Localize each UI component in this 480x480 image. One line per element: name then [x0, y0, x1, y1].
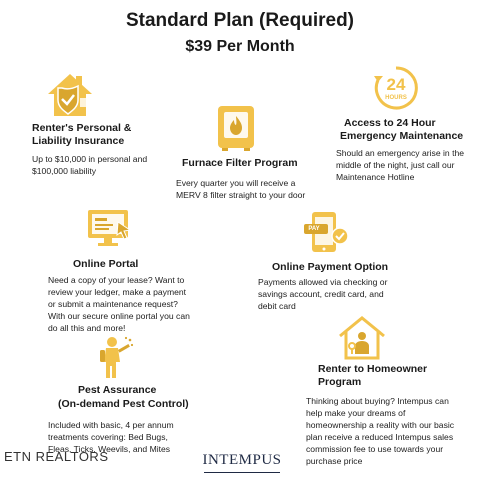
pest-body-2: treatments covering: Bed Bugs,: [48, 432, 168, 442]
portal-body-3: or submit a maintenance request?: [48, 299, 178, 309]
page-title: Standard Plan (Required): [125, 10, 355, 31]
payment-body-2: savings account, credit card, and: [258, 289, 384, 299]
monitor-cursor-icon: [86, 208, 134, 248]
clock-24-number: 24: [386, 75, 406, 94]
furnace-body-2: MERV 8 filter straight to your door: [176, 190, 306, 200]
portal-body-1: Need a copy of your lease? Want to: [48, 275, 185, 285]
house-person-key-icon: [336, 314, 390, 360]
portal-body-2: review your ledger, make a payment: [48, 287, 187, 297]
homeowner-body-2: help make your dreams of: [306, 408, 406, 418]
pest-body-1: Included with basic, 4 per annum: [48, 420, 174, 430]
insurance-body-2: $100,000 liability: [32, 166, 97, 176]
homeowner-body-1: Thinking about buying? Intempus can: [306, 396, 449, 406]
logo-underline: [204, 472, 280, 473]
payment-body-1: Payments allowed via checking or: [258, 277, 388, 287]
payment-body-3: debit card: [258, 301, 296, 311]
emergency-body-3: Maintenance Hotline: [336, 172, 415, 182]
clock-hours-label: HOURS: [385, 95, 407, 101]
homeowner-body-4: plan receive a reduced Intempus sales: [306, 432, 454, 442]
pest-body-3: Fleas, Ticks, Weevils, and Mites: [48, 444, 171, 454]
payment-heading: Online Payment Option: [272, 261, 389, 273]
homeowner-heading-1: Renter to Homeowner: [318, 363, 428, 375]
furnace-body-1: Every quarter you will receive a: [176, 178, 296, 188]
plan-price: $39 Per Month: [185, 38, 295, 55]
insurance-heading-2: Liability Insurance: [32, 135, 125, 147]
insurance-body-1: Up to $10,000 in personal and: [32, 154, 148, 164]
homeowner-body-3: homeownership a reality with our basic: [306, 420, 455, 430]
emergency-heading-2: Emergency Maintenance: [340, 130, 464, 142]
homeowner-body-5: commission fee to use towards your: [306, 444, 444, 454]
pest-heading-1: Pest Assurance: [78, 384, 157, 396]
insurance-heading-1: Renter's Personal &: [32, 122, 132, 134]
homeowner-heading-2: Program: [318, 376, 362, 388]
emergency-body-1: Should an emergency arise in the: [336, 148, 465, 158]
phone-pay-icon: [302, 210, 354, 254]
pest-sprayer-icon: [94, 334, 134, 380]
furnace-icon: [214, 104, 258, 152]
emergency-heading-1: Access to 24 Hour: [344, 117, 436, 129]
homeowner-body-6: purchase price: [306, 456, 363, 466]
house-shield-icon: [40, 68, 110, 120]
portal-body-5: do all this and more!: [48, 323, 126, 333]
pay-icon-label: PAY: [308, 226, 320, 232]
emergency-body-2: middle of the night, just call our: [336, 160, 455, 170]
pest-heading-2: (On-demand Pest Control): [58, 398, 189, 410]
etn-realtors-watermark: ETN REALTORS: [4, 449, 109, 464]
portal-body-4: With our secure online portal you can: [48, 311, 190, 321]
furnace-heading: Furnace Filter Program: [182, 157, 298, 169]
portal-heading: Online Portal: [73, 258, 139, 270]
intempus-logo: INTEMPUS: [202, 452, 282, 468]
